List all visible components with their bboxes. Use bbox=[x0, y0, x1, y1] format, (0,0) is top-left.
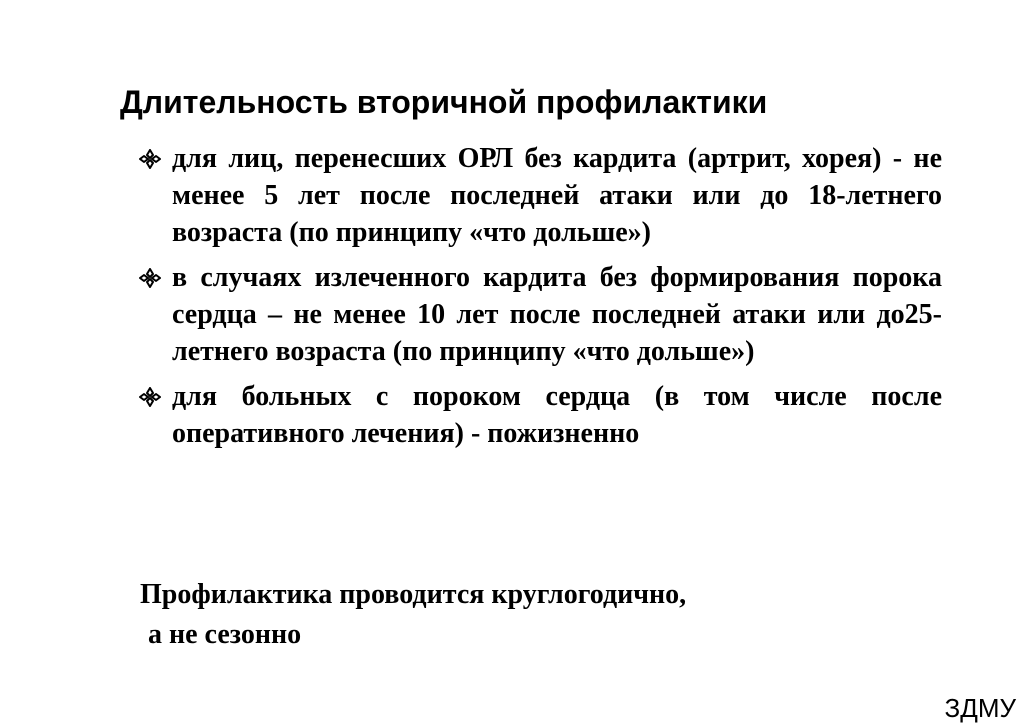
note-line-2: а не сезонно bbox=[148, 619, 302, 650]
bullet-item bbox=[138, 259, 942, 370]
slide-title: Длительность вторичной профилактики bbox=[120, 84, 768, 120]
note bbox=[140, 575, 686, 655]
diamond-bullet-icon bbox=[138, 149, 162, 169]
corner-label: ЗДМУ bbox=[944, 693, 1016, 723]
diamond-bullet-icon bbox=[138, 268, 162, 288]
bullet-list bbox=[138, 140, 942, 460]
bullet-text: в случаях излеченного кардита без формирования порока сердца – не менее 10 лет после последней атаки или до25-летнего возраста (по принципу «что дольше») bbox=[172, 262, 942, 367]
bullet-item bbox=[138, 378, 942, 452]
bullet-text: для больных с пороком сердца (в том числе после оперативного лечения) - пожизненно bbox=[172, 381, 942, 449]
bullet-item bbox=[138, 140, 942, 251]
diamond-bullet-icon bbox=[138, 387, 162, 407]
bullet-text: для лиц, перенесших ОРЛ без кардита (артрит, хорея) - не менее 5 лет после последней атаки или до 18-летнего возраста (по принципу «что дольше») bbox=[172, 143, 942, 248]
note-line-1: Профилактика проводится круглогодично, bbox=[140, 579, 687, 610]
